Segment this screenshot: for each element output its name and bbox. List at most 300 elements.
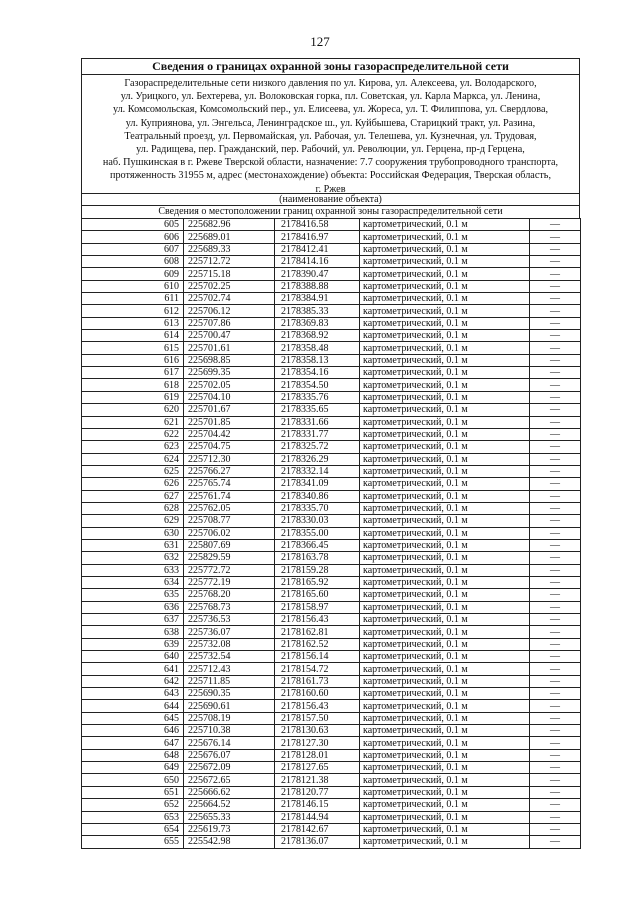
x-coordinate-cell: 225699.35 — [184, 367, 275, 379]
method-cell: картометрический, 0.1 м — [360, 219, 530, 231]
dash-cell: — — [530, 576, 581, 588]
point-number-cell: 651 — [82, 786, 184, 798]
table-row — [82, 280, 581, 292]
dash-cell: — — [530, 391, 581, 403]
method-cell: картометрический, 0.1 м — [360, 762, 530, 774]
dash-cell: — — [530, 539, 581, 551]
x-coordinate-cell: 225708.77 — [184, 515, 275, 527]
y-coordinate-cell: 2178142.67 — [275, 823, 360, 835]
y-coordinate-cell: 2178358.13 — [275, 354, 360, 366]
table-row — [82, 502, 581, 514]
point-number-cell: 640 — [82, 651, 184, 663]
description-line: ул. Радищева, пер. Гражданский, пер. Рабочий, ул. Революции, ул. Герцена, пр-д Герцена, — [136, 144, 525, 156]
x-coordinate-cell: 225772.72 — [184, 564, 275, 576]
dash-cell: — — [530, 589, 581, 601]
x-coordinate-cell: 225682.96 — [184, 219, 275, 231]
y-coordinate-cell: 2178332.14 — [275, 465, 360, 477]
method-cell: картометрический, 0.1 м — [360, 330, 530, 342]
point-number-cell: 619 — [82, 391, 184, 403]
y-coordinate-cell: 2178384.91 — [275, 293, 360, 305]
dash-cell: — — [530, 453, 581, 465]
table-row — [82, 219, 581, 231]
point-number-cell: 650 — [82, 774, 184, 786]
method-cell: картометрический, 0.1 м — [360, 811, 530, 823]
x-coordinate-cell: 225690.61 — [184, 700, 275, 712]
dash-cell: — — [530, 268, 581, 280]
dash-cell: — — [530, 614, 581, 626]
dash-cell: — — [530, 527, 581, 539]
method-cell: картометрический, 0.1 м — [360, 688, 530, 700]
method-cell: картометрический, 0.1 м — [360, 231, 530, 243]
y-coordinate-cell: 2178162.81 — [275, 626, 360, 638]
table-row — [82, 515, 581, 527]
point-number-cell: 648 — [82, 749, 184, 761]
point-number-cell: 638 — [82, 626, 184, 638]
y-coordinate-cell: 2178159.28 — [275, 564, 360, 576]
x-coordinate-cell: 225672.65 — [184, 774, 275, 786]
dash-cell: — — [530, 601, 581, 613]
method-cell: картометрический, 0.1 м — [360, 539, 530, 551]
point-number-cell: 613 — [82, 317, 184, 329]
method-cell: картометрический, 0.1 м — [360, 441, 530, 453]
y-coordinate-cell: 2178160.60 — [275, 688, 360, 700]
x-coordinate-cell: 225732.08 — [184, 638, 275, 650]
point-number-cell: 635 — [82, 589, 184, 601]
y-coordinate-cell: 2178335.70 — [275, 502, 360, 514]
dash-cell: — — [530, 786, 581, 798]
dash-cell: — — [530, 638, 581, 650]
table-row — [82, 725, 581, 737]
point-number-cell: 608 — [82, 256, 184, 268]
table-row — [82, 737, 581, 749]
method-cell: картометрический, 0.1 м — [360, 638, 530, 650]
method-cell: картометрический, 0.1 м — [360, 576, 530, 588]
table-row — [82, 453, 581, 465]
method-cell: картометрический, 0.1 м — [360, 786, 530, 798]
method-cell: картометрический, 0.1 м — [360, 614, 530, 626]
x-coordinate-cell: 225710.38 — [184, 725, 275, 737]
x-coordinate-cell: 225672.09 — [184, 762, 275, 774]
method-cell: картометрический, 0.1 м — [360, 774, 530, 786]
y-coordinate-cell: 2178130.63 — [275, 725, 360, 737]
x-coordinate-cell: 225666.62 — [184, 786, 275, 798]
point-number-cell: 628 — [82, 502, 184, 514]
table-row — [82, 293, 581, 305]
table-row — [82, 231, 581, 243]
dash-cell: — — [530, 465, 581, 477]
y-coordinate-cell: 2178156.43 — [275, 614, 360, 626]
table-row — [82, 391, 581, 403]
x-coordinate-cell: 225706.02 — [184, 527, 275, 539]
point-number-cell: 653 — [82, 811, 184, 823]
table-row — [82, 762, 581, 774]
y-coordinate-cell: 2178120.77 — [275, 786, 360, 798]
method-cell: картометрический, 0.1 м — [360, 428, 530, 440]
dash-cell: — — [530, 836, 581, 848]
x-coordinate-cell: 225707.86 — [184, 317, 275, 329]
point-number-cell: 633 — [82, 564, 184, 576]
x-coordinate-cell: 225701.61 — [184, 342, 275, 354]
point-number-cell: 626 — [82, 478, 184, 490]
point-number-cell: 654 — [82, 823, 184, 835]
x-coordinate-cell: 225732.54 — [184, 651, 275, 663]
y-coordinate-cell: 2178358.48 — [275, 342, 360, 354]
table-row — [82, 317, 581, 329]
dash-cell: — — [530, 428, 581, 440]
x-coordinate-cell: 225689.01 — [184, 231, 275, 243]
dash-cell: — — [530, 441, 581, 453]
method-cell: картометрический, 0.1 м — [360, 823, 530, 835]
method-cell: картометрический, 0.1 м — [360, 280, 530, 292]
method-cell: картометрический, 0.1 м — [360, 502, 530, 514]
description-line: ул. Комсомольская, Комсомольский пер., ул. Елисеева, ул. Жореса, ул. Т. Филиппова, ул. Свердлова, — [112, 104, 549, 116]
x-coordinate-cell: 225768.73 — [184, 601, 275, 613]
point-number-cell: 614 — [82, 330, 184, 342]
point-number-cell: 645 — [82, 712, 184, 724]
method-cell: картометрический, 0.1 м — [360, 663, 530, 675]
y-coordinate-cell: 2178156.14 — [275, 651, 360, 663]
method-cell: картометрический, 0.1 м — [360, 404, 530, 416]
table-row — [82, 638, 581, 650]
coordinates-table — [81, 218, 581, 849]
y-coordinate-cell: 2178416.58 — [275, 219, 360, 231]
dash-cell: — — [530, 231, 581, 243]
point-number-cell: 617 — [82, 367, 184, 379]
description-line: г. Ржев — [315, 183, 346, 195]
dash-cell: — — [530, 502, 581, 514]
description-line: Театральный проезд, ул. Первомайская, ул. Рабочая, ул. Телешева, ул. Кузнечная, ул. Трудовая, — [124, 130, 537, 142]
y-coordinate-cell: 2178385.33 — [275, 305, 360, 317]
point-number-cell: 632 — [82, 552, 184, 564]
table-row — [82, 601, 581, 613]
method-cell: картометрический, 0.1 м — [360, 416, 530, 428]
description-line: ул. Урицкого, ул. Бехтерева, ул. Волоковская горка, пл. Советская, ул. Карла Маркса, ул. Ленина, — [120, 91, 541, 103]
y-coordinate-cell: 2178162.52 — [275, 638, 360, 650]
table-row — [82, 651, 581, 663]
dash-cell: — — [530, 416, 581, 428]
table-row — [82, 243, 581, 255]
table-row — [82, 552, 581, 564]
y-coordinate-cell: 2178331.66 — [275, 416, 360, 428]
y-coordinate-cell: 2178156.43 — [275, 700, 360, 712]
x-coordinate-cell: 225761.74 — [184, 490, 275, 502]
y-coordinate-cell: 2178128.01 — [275, 749, 360, 761]
point-number-cell: 646 — [82, 725, 184, 737]
table-row — [82, 256, 581, 268]
y-coordinate-cell: 2178154.72 — [275, 663, 360, 675]
method-cell: картометрический, 0.1 м — [360, 268, 530, 280]
method-cell: картометрический, 0.1 м — [360, 601, 530, 613]
point-number-cell: 629 — [82, 515, 184, 527]
table-header: Сведения о местоположении границ охранной зоны газораспределительной сети — [81, 205, 580, 218]
y-coordinate-cell: 2178416.97 — [275, 231, 360, 243]
dash-cell: — — [530, 799, 581, 811]
method-cell: картометрический, 0.1 м — [360, 651, 530, 663]
method-cell: картометрический, 0.1 м — [360, 293, 530, 305]
table-row — [82, 379, 581, 391]
y-coordinate-cell: 2178354.50 — [275, 379, 360, 391]
table-row — [82, 700, 581, 712]
dash-cell: — — [530, 354, 581, 366]
point-number-cell: 615 — [82, 342, 184, 354]
method-cell: картометрический, 0.1 м — [360, 836, 530, 848]
x-coordinate-cell: 225772.19 — [184, 576, 275, 588]
method-cell: картометрический, 0.1 м — [360, 317, 530, 329]
point-number-cell: 649 — [82, 762, 184, 774]
table-row — [82, 342, 581, 354]
y-coordinate-cell: 2178390.47 — [275, 268, 360, 280]
x-coordinate-cell: 225708.19 — [184, 712, 275, 724]
dash-cell: — — [530, 651, 581, 663]
table-row — [82, 539, 581, 551]
table-row — [82, 416, 581, 428]
method-cell: картометрический, 0.1 м — [360, 243, 530, 255]
method-cell: картометрический, 0.1 м — [360, 700, 530, 712]
point-number-cell: 644 — [82, 700, 184, 712]
dash-cell: — — [530, 712, 581, 724]
object-caption: (наименование объекта) — [81, 193, 580, 205]
x-coordinate-cell: 225704.10 — [184, 391, 275, 403]
y-coordinate-cell: 2178136.07 — [275, 836, 360, 848]
x-coordinate-cell: 225701.85 — [184, 416, 275, 428]
dash-cell: — — [530, 293, 581, 305]
method-cell: картометрический, 0.1 м — [360, 354, 530, 366]
table-row — [82, 404, 581, 416]
method-cell: картометрический, 0.1 м — [360, 552, 530, 564]
dash-cell: — — [530, 737, 581, 749]
table-row — [82, 478, 581, 490]
y-coordinate-cell: 2178368.92 — [275, 330, 360, 342]
point-number-cell: 652 — [82, 799, 184, 811]
x-coordinate-cell: 225829.59 — [184, 552, 275, 564]
point-number-cell: 612 — [82, 305, 184, 317]
dash-cell: — — [530, 305, 581, 317]
x-coordinate-cell: 225766.27 — [184, 465, 275, 477]
y-coordinate-cell: 2178414.16 — [275, 256, 360, 268]
table-row — [82, 576, 581, 588]
dash-cell: — — [530, 626, 581, 638]
dash-cell: — — [530, 725, 581, 737]
y-coordinate-cell: 2178157.50 — [275, 712, 360, 724]
x-coordinate-cell: 225619.73 — [184, 823, 275, 835]
x-coordinate-cell: 225712.43 — [184, 663, 275, 675]
table-row — [82, 527, 581, 539]
table-row — [82, 786, 581, 798]
table-row — [82, 688, 581, 700]
dash-cell: — — [530, 280, 581, 292]
object-description — [81, 74, 580, 193]
x-coordinate-cell: 225664.52 — [184, 799, 275, 811]
dash-cell: — — [530, 749, 581, 761]
method-cell: картометрический, 0.1 м — [360, 515, 530, 527]
x-coordinate-cell: 225676.07 — [184, 749, 275, 761]
table-row — [82, 465, 581, 477]
x-coordinate-cell: 225655.33 — [184, 811, 275, 823]
dash-cell: — — [530, 675, 581, 687]
method-cell: картометрический, 0.1 м — [360, 725, 530, 737]
method-cell: картометрический, 0.1 м — [360, 342, 530, 354]
table-row — [82, 490, 581, 502]
dash-cell: — — [530, 515, 581, 527]
x-coordinate-cell: 225701.67 — [184, 404, 275, 416]
dash-cell: — — [530, 811, 581, 823]
document-title: Сведения о границах охранной зоны газораспределительной сети — [81, 58, 580, 74]
y-coordinate-cell: 2178127.30 — [275, 737, 360, 749]
table-row — [82, 749, 581, 761]
table-row — [82, 589, 581, 601]
method-cell: картометрический, 0.1 м — [360, 626, 530, 638]
description-line: протяженность 31955 м, адрес (местонахождение) объекта: Российская Федерация, Тверская область, — [110, 170, 551, 182]
table-row — [82, 799, 581, 811]
x-coordinate-cell: 225698.85 — [184, 354, 275, 366]
point-number-cell: 621 — [82, 416, 184, 428]
x-coordinate-cell: 225702.25 — [184, 280, 275, 292]
y-coordinate-cell: 2178335.65 — [275, 404, 360, 416]
x-coordinate-cell: 225765.74 — [184, 478, 275, 490]
x-coordinate-cell: 225676.14 — [184, 737, 275, 749]
method-cell: картометрический, 0.1 м — [360, 453, 530, 465]
dash-cell: — — [530, 700, 581, 712]
x-coordinate-cell: 225704.75 — [184, 441, 275, 453]
method-cell: картометрический, 0.1 м — [360, 589, 530, 601]
x-coordinate-cell: 225689.33 — [184, 243, 275, 255]
x-coordinate-cell: 225736.53 — [184, 614, 275, 626]
y-coordinate-cell: 2178326.29 — [275, 453, 360, 465]
method-cell: картометрический, 0.1 м — [360, 305, 530, 317]
point-number-cell: 655 — [82, 836, 184, 848]
table-row — [82, 367, 581, 379]
dash-cell: — — [530, 774, 581, 786]
y-coordinate-cell: 2178121.38 — [275, 774, 360, 786]
point-number-cell: 631 — [82, 539, 184, 551]
point-number-cell: 610 — [82, 280, 184, 292]
method-cell: картометрический, 0.1 м — [360, 737, 530, 749]
x-coordinate-cell: 225715.18 — [184, 268, 275, 280]
dash-cell: — — [530, 564, 581, 576]
point-number-cell: 620 — [82, 404, 184, 416]
y-coordinate-cell: 2178165.92 — [275, 576, 360, 588]
method-cell: картометрический, 0.1 м — [360, 799, 530, 811]
point-number-cell: 627 — [82, 490, 184, 502]
description-line: ул. Куприянова, ул. Энгельса, Ленинградское ш., ул. Куйбышева, Старицкий тракт, ул. Разина, — [125, 117, 536, 129]
description-line: наб. Пушкинская в г. Ржеве Тверской области, назначение: 7.7 сооружения трубопроводного транспорта, — [102, 157, 559, 169]
table-row — [82, 823, 581, 835]
point-number-cell: 634 — [82, 576, 184, 588]
y-coordinate-cell: 2178412.41 — [275, 243, 360, 255]
y-coordinate-cell: 2178165.60 — [275, 589, 360, 601]
method-cell: картометрический, 0.1 м — [360, 749, 530, 761]
table-row — [82, 811, 581, 823]
table-row — [82, 836, 581, 848]
x-coordinate-cell: 225711.85 — [184, 675, 275, 687]
y-coordinate-cell: 2178146.15 — [275, 799, 360, 811]
dash-cell: — — [530, 688, 581, 700]
method-cell: картометрический, 0.1 м — [360, 712, 530, 724]
dash-cell: — — [530, 342, 581, 354]
dash-cell: — — [530, 552, 581, 564]
x-coordinate-cell: 225706.12 — [184, 305, 275, 317]
point-number-cell: 639 — [82, 638, 184, 650]
point-number-cell: 609 — [82, 268, 184, 280]
x-coordinate-cell: 225807.69 — [184, 539, 275, 551]
y-coordinate-cell: 2178325.72 — [275, 441, 360, 453]
point-number-cell: 618 — [82, 379, 184, 391]
point-number-cell: 636 — [82, 601, 184, 613]
point-number-cell: 605 — [82, 219, 184, 231]
dash-cell: — — [530, 490, 581, 502]
point-number-cell: 641 — [82, 663, 184, 675]
table-row — [82, 330, 581, 342]
point-number-cell: 647 — [82, 737, 184, 749]
x-coordinate-cell: 225702.74 — [184, 293, 275, 305]
page-number: 127 — [310, 34, 330, 49]
method-cell: картометрический, 0.1 м — [360, 564, 530, 576]
method-cell: картометрический, 0.1 м — [360, 527, 530, 539]
y-coordinate-cell: 2178331.77 — [275, 428, 360, 440]
dash-cell: — — [530, 404, 581, 416]
description-line: Газораспределительные сети низкого давления по ул. Кирова, ул. Алексеева, ул. Володарского, — [124, 78, 537, 89]
method-cell: картометрический, 0.1 м — [360, 490, 530, 502]
table-row — [82, 564, 581, 576]
x-coordinate-cell: 225704.42 — [184, 428, 275, 440]
dash-cell: — — [530, 219, 581, 231]
x-coordinate-cell: 225762.05 — [184, 502, 275, 514]
point-number-cell: 643 — [82, 688, 184, 700]
x-coordinate-cell: 225702.05 — [184, 379, 275, 391]
y-coordinate-cell: 2178335.76 — [275, 391, 360, 403]
dash-cell: — — [530, 478, 581, 490]
table-row — [82, 626, 581, 638]
dash-cell: — — [530, 256, 581, 268]
x-coordinate-cell: 225768.20 — [184, 589, 275, 601]
method-cell: картометрический, 0.1 м — [360, 675, 530, 687]
x-coordinate-cell: 225700.47 — [184, 330, 275, 342]
table-row — [82, 268, 581, 280]
point-number-cell: 611 — [82, 293, 184, 305]
dash-cell: — — [530, 762, 581, 774]
y-coordinate-cell: 2178369.83 — [275, 317, 360, 329]
y-coordinate-cell: 2178144.94 — [275, 811, 360, 823]
table-row — [82, 675, 581, 687]
x-coordinate-cell: 225736.07 — [184, 626, 275, 638]
point-number-cell: 630 — [82, 527, 184, 539]
method-cell: картометрический, 0.1 м — [360, 478, 530, 490]
x-coordinate-cell: 225542.98 — [184, 836, 275, 848]
table-row — [82, 441, 581, 453]
dash-cell: — — [530, 379, 581, 391]
point-number-cell: 637 — [82, 614, 184, 626]
y-coordinate-cell: 2178158.97 — [275, 601, 360, 613]
y-coordinate-cell: 2178161.73 — [275, 675, 360, 687]
method-cell: картометрический, 0.1 м — [360, 256, 530, 268]
method-cell: картометрический, 0.1 м — [360, 367, 530, 379]
table-row — [82, 663, 581, 675]
table-row — [82, 614, 581, 626]
dash-cell: — — [530, 367, 581, 379]
x-coordinate-cell: 225712.72 — [184, 256, 275, 268]
y-coordinate-cell: 2178330.03 — [275, 515, 360, 527]
dash-cell: — — [530, 243, 581, 255]
point-number-cell: 642 — [82, 675, 184, 687]
dash-cell: — — [530, 317, 581, 329]
y-coordinate-cell: 2178340.86 — [275, 490, 360, 502]
point-number-cell: 623 — [82, 441, 184, 453]
method-cell: картометрический, 0.1 м — [360, 379, 530, 391]
point-number-cell: 616 — [82, 354, 184, 366]
x-coordinate-cell: 225712.30 — [184, 453, 275, 465]
y-coordinate-cell: 2178127.65 — [275, 762, 360, 774]
point-number-cell: 624 — [82, 453, 184, 465]
